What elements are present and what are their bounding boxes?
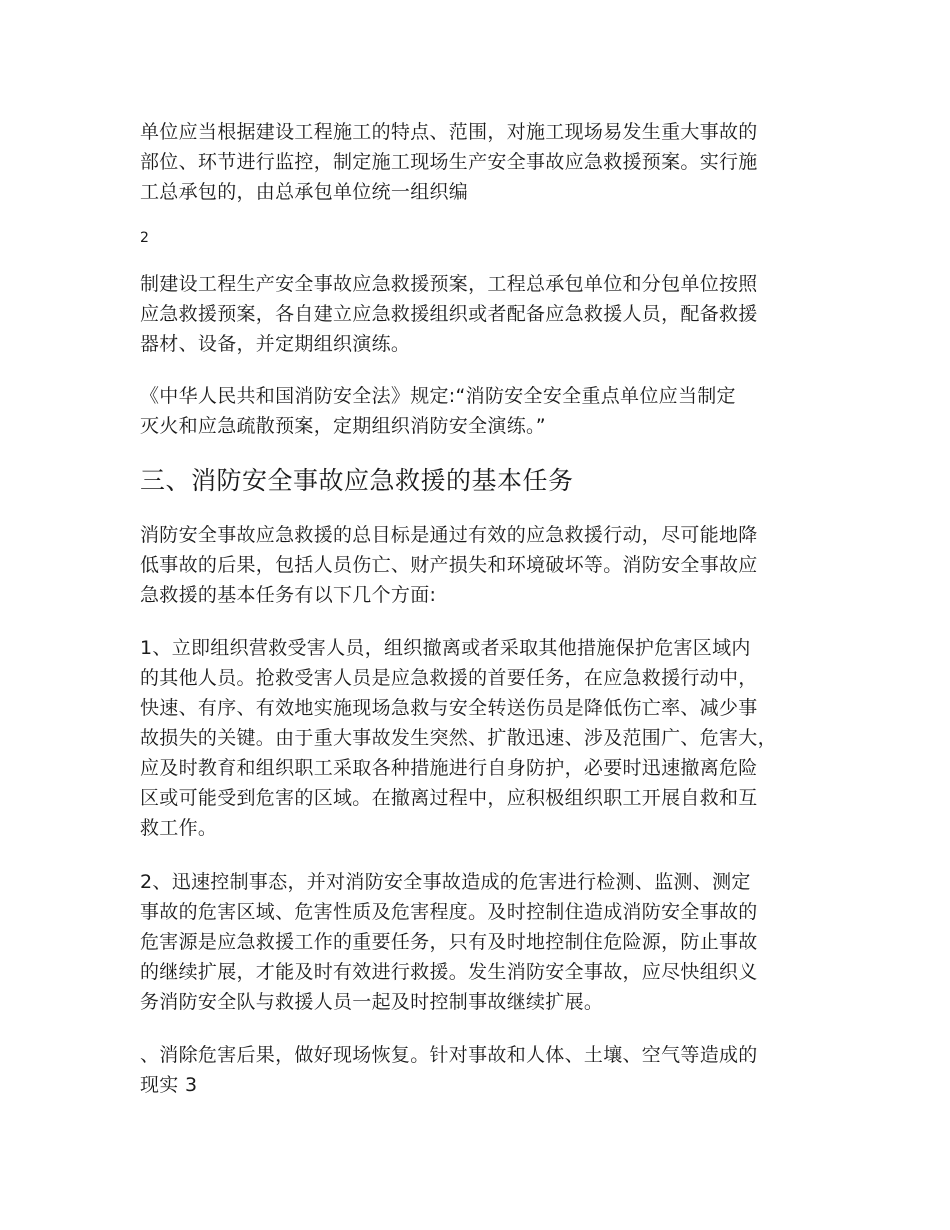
paragraph-overall-goal [140,520,830,610]
text-line: 《中华人民共和国消防安全法》规定:“消防安全安全重点单位应当制定 [140,385,736,407]
text-line: 应及时教育和组织职工采取各种措施进行自身防护，必要时迅速撤离危险 [140,757,758,779]
text-line: 单位应当根据建设工程施工的特点、范围，对施工现场易发生重大事故的 [140,121,758,143]
text-line: 的继续扩展，才能及时有效进行救援。发生消防安全事故，应尽快组织义 [140,961,758,983]
text-line: 消防安全事故应急救援的总目标是通过有效的应急救援行动，尽可能地降 [140,524,758,546]
text-line: 制建设工程生产安全事故应急救援预案，工程总承包单位和分包单位按照 [140,273,758,295]
paragraph-task-2 [140,867,830,1017]
text-line: 2、迅速控制事态，并对消防安全事故造成的危害进行检测、监测、测定 [140,871,751,893]
text-line: 故损失的关键。由于重大事故发生突然、扩散迅速、涉及范围广、危害大， [140,727,777,749]
text-line: 救工作。 [140,817,218,839]
text-line: 区或可能受到危害的区域。在撤离过程中，应积极组织职工开展自救和互 [140,787,758,809]
paragraph-task-1 [140,633,830,843]
paragraph-task-3 [140,1040,830,1100]
text-line: 应急救援预案，各自建立应急救援组织或者配备应急救援人员，配备救援 [140,303,758,325]
text-line: 快速、有序、有效地实施现场急救与安全转送伤员是降低伤亡率、减少事 [140,697,758,719]
text-line: 灭火和应急疏散预案，定期组织消防安全演练。” [140,415,546,437]
paragraph-contractor-plan [140,269,830,359]
text-line: 的其他人员。抢救受害人员是应急救援的首要任务，在应急救援行动中， [140,667,758,689]
text-line: 低事故的后果，包括人员伤亡、财产损失和环境破坏等。消防安全事故应 [140,554,758,576]
text-line: 现实 3 [140,1074,198,1096]
text-line: 器材、设备，并定期组织演练。 [140,333,411,355]
text-line: 、消除危害后果，做好现场恢复。针对事故和人体、土壤、空气等造成的 [140,1044,758,1066]
text-line: 事故的危害区域、危害性质及危害程度。及时控制住造成消防安全事故的 [140,901,758,923]
paragraph-fire-law [140,381,830,441]
page-number-text: 2 [140,230,150,246]
text-line: 工总承包的，由总承包单位统一组织编 [140,181,469,203]
text-line: 1、立即组织营救受害人员，组织撤离或者采取其他措施保护危害区域内 [140,637,751,659]
section-heading [140,463,830,499]
text-line: 部位、环节进行监控，制定施工现场生产安全事故应急救援预案。实行施 [140,151,758,173]
section-heading-text: 三、消防安全事故应急救援的基本任务 [140,466,574,495]
paragraph-construction-plan [140,117,830,207]
page-number [140,228,830,248]
text-line: 急救援的基本任务有以下几个方面: [140,584,437,606]
text-line: 务消防安全队与救援人员一起及时控制事故继续扩展。 [140,991,604,1013]
text-line: 危害源是应急救援工作的重要任务，只有及时地控制住危险源，防止事故 [140,931,758,953]
